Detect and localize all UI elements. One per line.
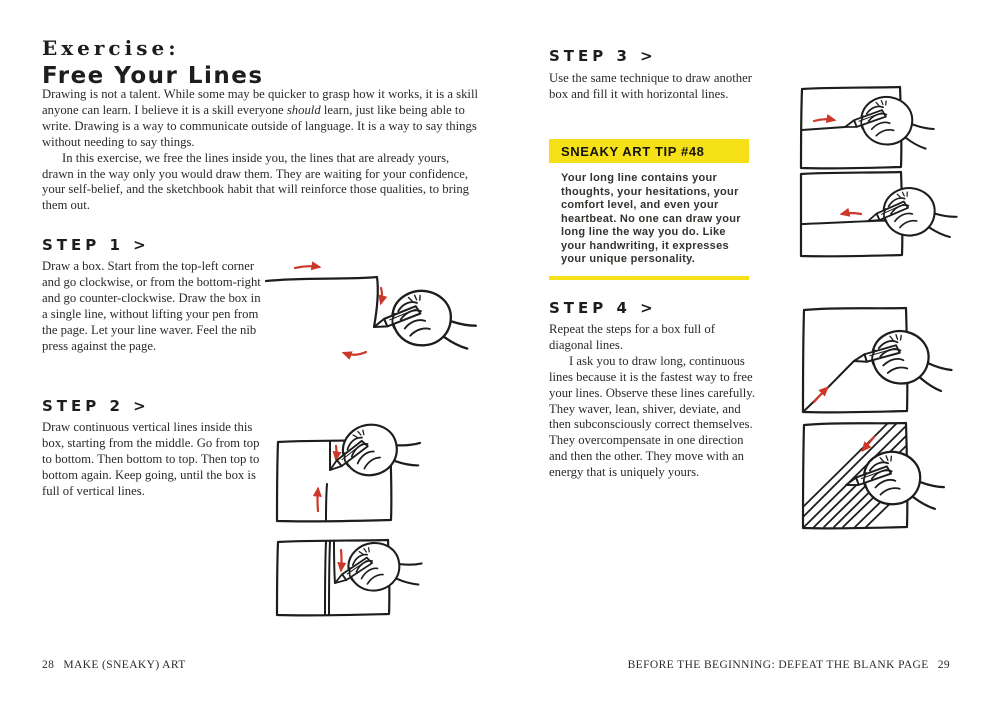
step4-body: [549, 322, 756, 481]
page-number-right: 29: [937, 659, 950, 671]
intro-paragraph-2: In this exercise, we free the lines inside you, the lines that are already yours, drawn in the way only you would draw them. They are waiting for your confidence, your self-belief, and the sketchbook habit that will reinforce those qualities, to bring them out.: [42, 150, 470, 213]
hand-pen-icon: [864, 182, 959, 248]
illustration-step2-vertical-lines-more: [266, 528, 472, 630]
step2-heading: STEP 2 >: [42, 397, 150, 415]
drawn-line: [325, 541, 326, 614]
footer-right: [628, 659, 950, 671]
hand-pen-icon: [371, 285, 478, 358]
illustration-step1-open-box: [250, 246, 482, 408]
drawn-line: [802, 127, 845, 130]
arrow-down-icon: [336, 446, 337, 459]
box-stroke: [266, 277, 378, 327]
step3-heading: STEP 3 >: [549, 47, 657, 65]
page-number-left: 28: [42, 659, 55, 671]
hand-pen-icon: [854, 331, 952, 391]
intro-text: [42, 87, 478, 214]
step4-heading: STEP 4 >: [549, 299, 657, 317]
intro-p1-after: learn, just like being able to write. Drawing is a way to communicate outside of language. It is a way to say things without needing to say things.: [42, 102, 477, 149]
arrow-left-icon: [344, 352, 366, 355]
footer-left: [42, 659, 186, 671]
chapter-running-title: BEFORE THE BEGINNING: DEFEAT THE BLANK PAGE: [627, 659, 929, 671]
exercise-label: Exercise:: [42, 36, 180, 60]
drawn-line: [326, 484, 327, 520]
book-running-title: MAKE (SNEAKY) ART: [63, 659, 186, 671]
intro-paragraph-1: [42, 87, 478, 151]
drawn-line: [334, 541, 335, 583]
arrow-down-icon: [381, 288, 382, 303]
illustration-step4-diagonal-start: [790, 299, 1000, 421]
tip-body: Your long line contains your thoughts, your hesitations, your comfort level, and even your heartbeat. No one can draw your long line the way you do. Like your handwriting, it expresses your unique personality.: [561, 172, 741, 265]
arrow-right-icon: [295, 266, 319, 268]
tip-label: SNEAKY ART TIP #48: [561, 143, 705, 159]
exercise-title: Free Your Lines: [42, 63, 264, 89]
drawn-line: [329, 541, 330, 614]
intro-p1-before: Drawing is not a talent. While some may be quicker to grasp how it works, it is a skill anyone can learn. I believe it is a skill everyone: [42, 87, 478, 117]
sneaky-art-tip-box: [549, 139, 749, 280]
step3-body: Use the same technique to draw another box and fill it with horizontal lines.: [549, 71, 752, 101]
arrow-down-icon: [341, 550, 342, 570]
step4-paragraph-1: Repeat the steps for a box full of diagonal lines.: [549, 322, 715, 352]
arrow-right-icon: [814, 119, 834, 121]
illustration-step4-diagonal-filled: [790, 413, 1000, 537]
intro-p1-italic-word: should: [286, 102, 321, 117]
illustration-step3-horizontal-line-left: [788, 163, 1000, 265]
step1-body: Draw a box. Start from the top-left corner and go clockwise, or from the bottom-right and go counter-clockwise. Draw the box in a single line, without lifting your pen from the page. Let your line waver. Feel the nib press against the page.: [42, 259, 261, 353]
step2-body: Draw continuous vertical lines inside this box, starting from the middle. Go from top to bottom. Then bottom to top. Then top to bottom again. Keep going, until the box is full of vertical lines.: [42, 420, 260, 498]
tip-header-bar: [549, 139, 749, 163]
drawn-line: [804, 361, 854, 411]
hand-pen-icon: [844, 448, 945, 515]
step4-paragraph-2: I ask you to draw long, continuous lines because it is the fastest way to free your lines. Observe these lines carefully. They waver, lean, shiver, deviate, and then subconsciously correct themselves. They overcompensate in one direction and then the other. They move with an energy that is uniquely yours.: [549, 353, 755, 480]
arrow-left-icon: [842, 213, 861, 214]
hand-pen-icon: [843, 94, 935, 154]
page-title: [42, 36, 264, 89]
step1-heading: STEP 1 >: [42, 236, 150, 254]
tip-bottom-rule: [549, 276, 749, 280]
arrow-up-icon: [318, 489, 319, 511]
arrow-up-right-icon: [814, 388, 827, 402]
